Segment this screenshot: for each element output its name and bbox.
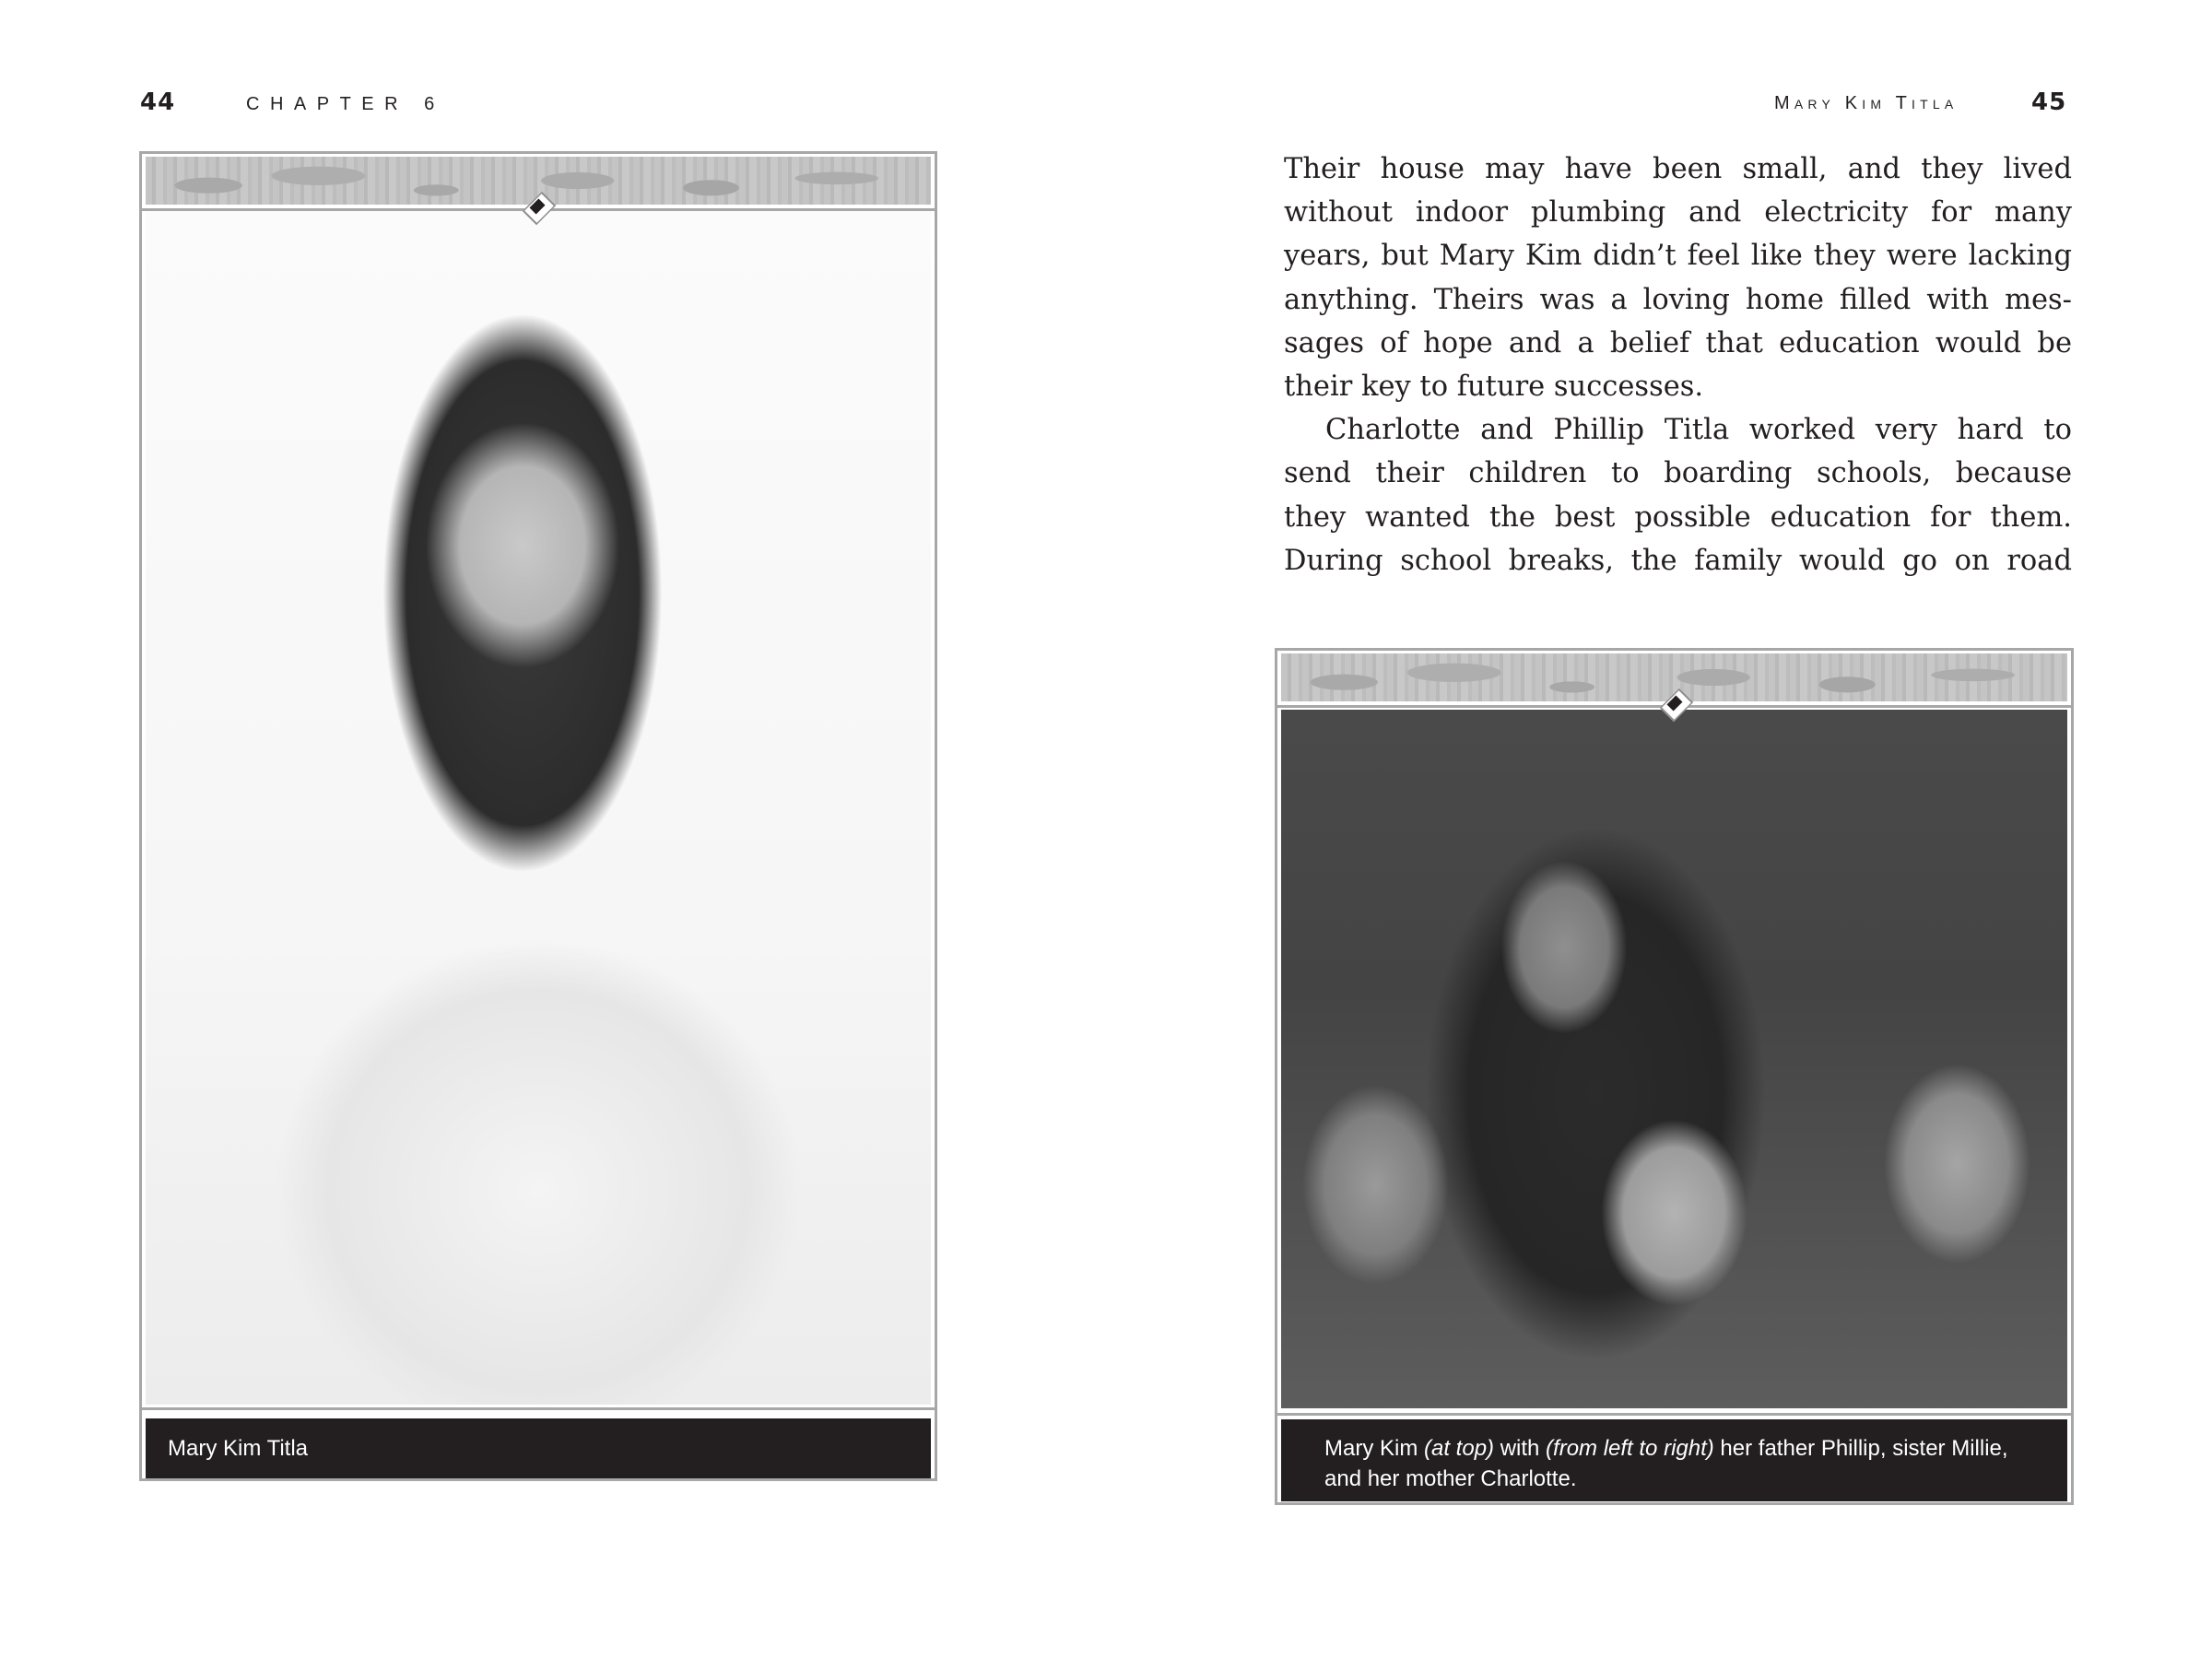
body-line: they wanted the best possible education for them. xyxy=(1284,500,2072,534)
caption-italic: (from left to right) xyxy=(1546,1436,1714,1461)
figure-caption: Mary Kim Titla xyxy=(168,1436,309,1461)
caption-italic: (at top) xyxy=(1424,1436,1495,1461)
body-line: without indoor plumbing and electricity for many xyxy=(1284,196,2072,229)
body-text xyxy=(1284,147,2072,582)
body-line-paragraph-end: their key to future successes. xyxy=(1284,370,1704,403)
page-number-right: 45 xyxy=(2031,88,2067,116)
caption-bar xyxy=(146,1418,931,1478)
body-line: Their house may have been small, and they lived xyxy=(1284,153,2072,185)
body-line: During school breaks, the family would go on road xyxy=(1284,544,2072,577)
body-line: send their children to boarding schools, because xyxy=(1284,457,2072,490)
portrait-photo xyxy=(146,211,931,1405)
figure-frame-family xyxy=(1275,648,2074,1505)
caption-text: her father Phillip, sister Millie, and her mother Charlotte. xyxy=(1324,1436,2008,1491)
running-head-chapter: CHAPTER 6 xyxy=(246,94,445,114)
family-photo xyxy=(1281,710,2067,1408)
caption-text: with xyxy=(1494,1436,1547,1461)
caption-text: Mary Kim xyxy=(1324,1436,1424,1461)
body-line-paragraph-start: Charlotte and Phillip Titla worked very hard to xyxy=(1325,414,2072,447)
body-line: years, but Mary Kim didn’t feel like they were lacking xyxy=(1284,240,2072,273)
frame-divider xyxy=(1277,1413,2071,1416)
running-head-title: Mary Kim Titla xyxy=(1774,93,1959,113)
figure-frame-portrait xyxy=(139,151,937,1481)
body-line: anything. Theirs was a loving home filled with mes- xyxy=(1284,283,2072,316)
figure-caption xyxy=(1324,1433,2049,1494)
page-number-left: 44 xyxy=(140,88,176,116)
frame-divider xyxy=(142,1407,935,1410)
caption-bar xyxy=(1281,1419,2067,1501)
body-line: sages of hope and a belief that education would be xyxy=(1284,326,2072,359)
